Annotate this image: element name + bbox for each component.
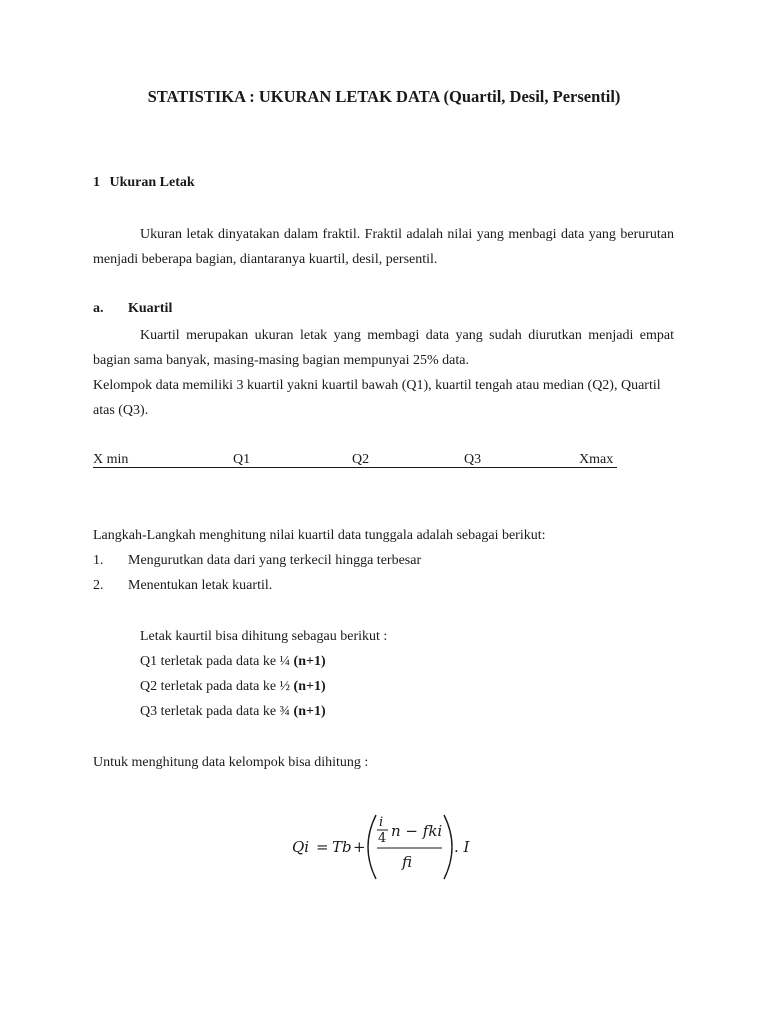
formula-eq: = (316, 838, 329, 856)
scale-underline (93, 467, 617, 468)
right-paren (444, 815, 452, 879)
step-number: 2. (93, 578, 104, 593)
step-text: Mengurutkan data dari yang terkecil hingga terbesar (128, 553, 422, 568)
subheading-label: a. (93, 301, 104, 316)
scale-label-q2: Q2 (352, 452, 370, 467)
step-text: Menentukan letak kuartil. (128, 578, 273, 593)
kuartil-paragraph-2: Kelompok data memiliki 3 kuartil yakni kuartil bawah (Q1), kuartil tengah atau median (Q2), Quartil atas (Q3). (93, 378, 661, 418)
steps-intro: Langkah-Langkah menghitung nilai kuartil data tunggala adalah sebagai berikut: (93, 528, 546, 543)
formula-num-4: 4 (378, 831, 387, 846)
letak-text: Q1 terletak pada data ke ¼ (140, 654, 294, 669)
letak-text: Q3 terletak pada data ke ¾ (140, 704, 294, 719)
quartile-scale (93, 452, 617, 470)
intro-paragraph (93, 222, 674, 272)
subheading-kuartil (93, 301, 172, 317)
formula-den: fi (402, 853, 413, 871)
section-number: 1 (93, 175, 100, 190)
quartile-group-formula (292, 812, 482, 882)
letak-intro: Letak kaurtil bisa dihitung sebagau berikut : (140, 629, 388, 644)
formula-lhs: Qi (292, 838, 310, 856)
section-heading-ukuran-letak (93, 175, 195, 191)
section-title: Ukuran Letak (109, 175, 195, 190)
formula-num-i: i (379, 815, 384, 830)
kelompok-intro: Untuk menghitung data kelompok bisa dihitung : (93, 755, 369, 770)
formula-tb: Tb (332, 838, 352, 856)
letak-line-q2 (140, 679, 326, 695)
scale-label-q1: Q1 (233, 452, 251, 467)
letak-line-q3 (140, 704, 326, 720)
letak-bold: (n+1) (293, 704, 326, 719)
letak-bold: (n+1) (293, 679, 326, 694)
scale-label-xmin: X min (93, 452, 129, 467)
document-title: STATISTIKA : UKURAN LETAK DATA (Quartil, Desil, Persentil) (147, 87, 621, 106)
letak-line-q1 (140, 654, 326, 670)
intro-paragraph-text: Ukuran letak dinyatakan dalam fraktil. Fraktil adalah nilai yang menbagi data yang berurutan menjadi beberapa bagian, diantaranya kuartil, desil, persentil. (93, 227, 674, 267)
formula-plus: + (353, 838, 366, 856)
formula-num-rest: n − fki (391, 822, 443, 840)
kuartil-paragraph-text: Kuartil merupakan ukuran letak yang membagi data yang sudah diurutkan menjadi empat bagian sama banyak, masing-masing bagian mempunyai 25% data. (93, 328, 674, 368)
left-paren (368, 815, 376, 879)
step-number: 1. (93, 553, 104, 568)
letak-text: Q2 terletak pada data ke ½ (140, 679, 294, 694)
subheading-title: Kuartil (128, 301, 173, 316)
letak-bold: (n+1) (293, 654, 326, 669)
formula-tail: . I (454, 838, 470, 856)
kuartil-paragraph (93, 323, 674, 373)
scale-label-xmax: Xmax (579, 452, 614, 467)
scale-label-q3: Q3 (464, 452, 482, 467)
